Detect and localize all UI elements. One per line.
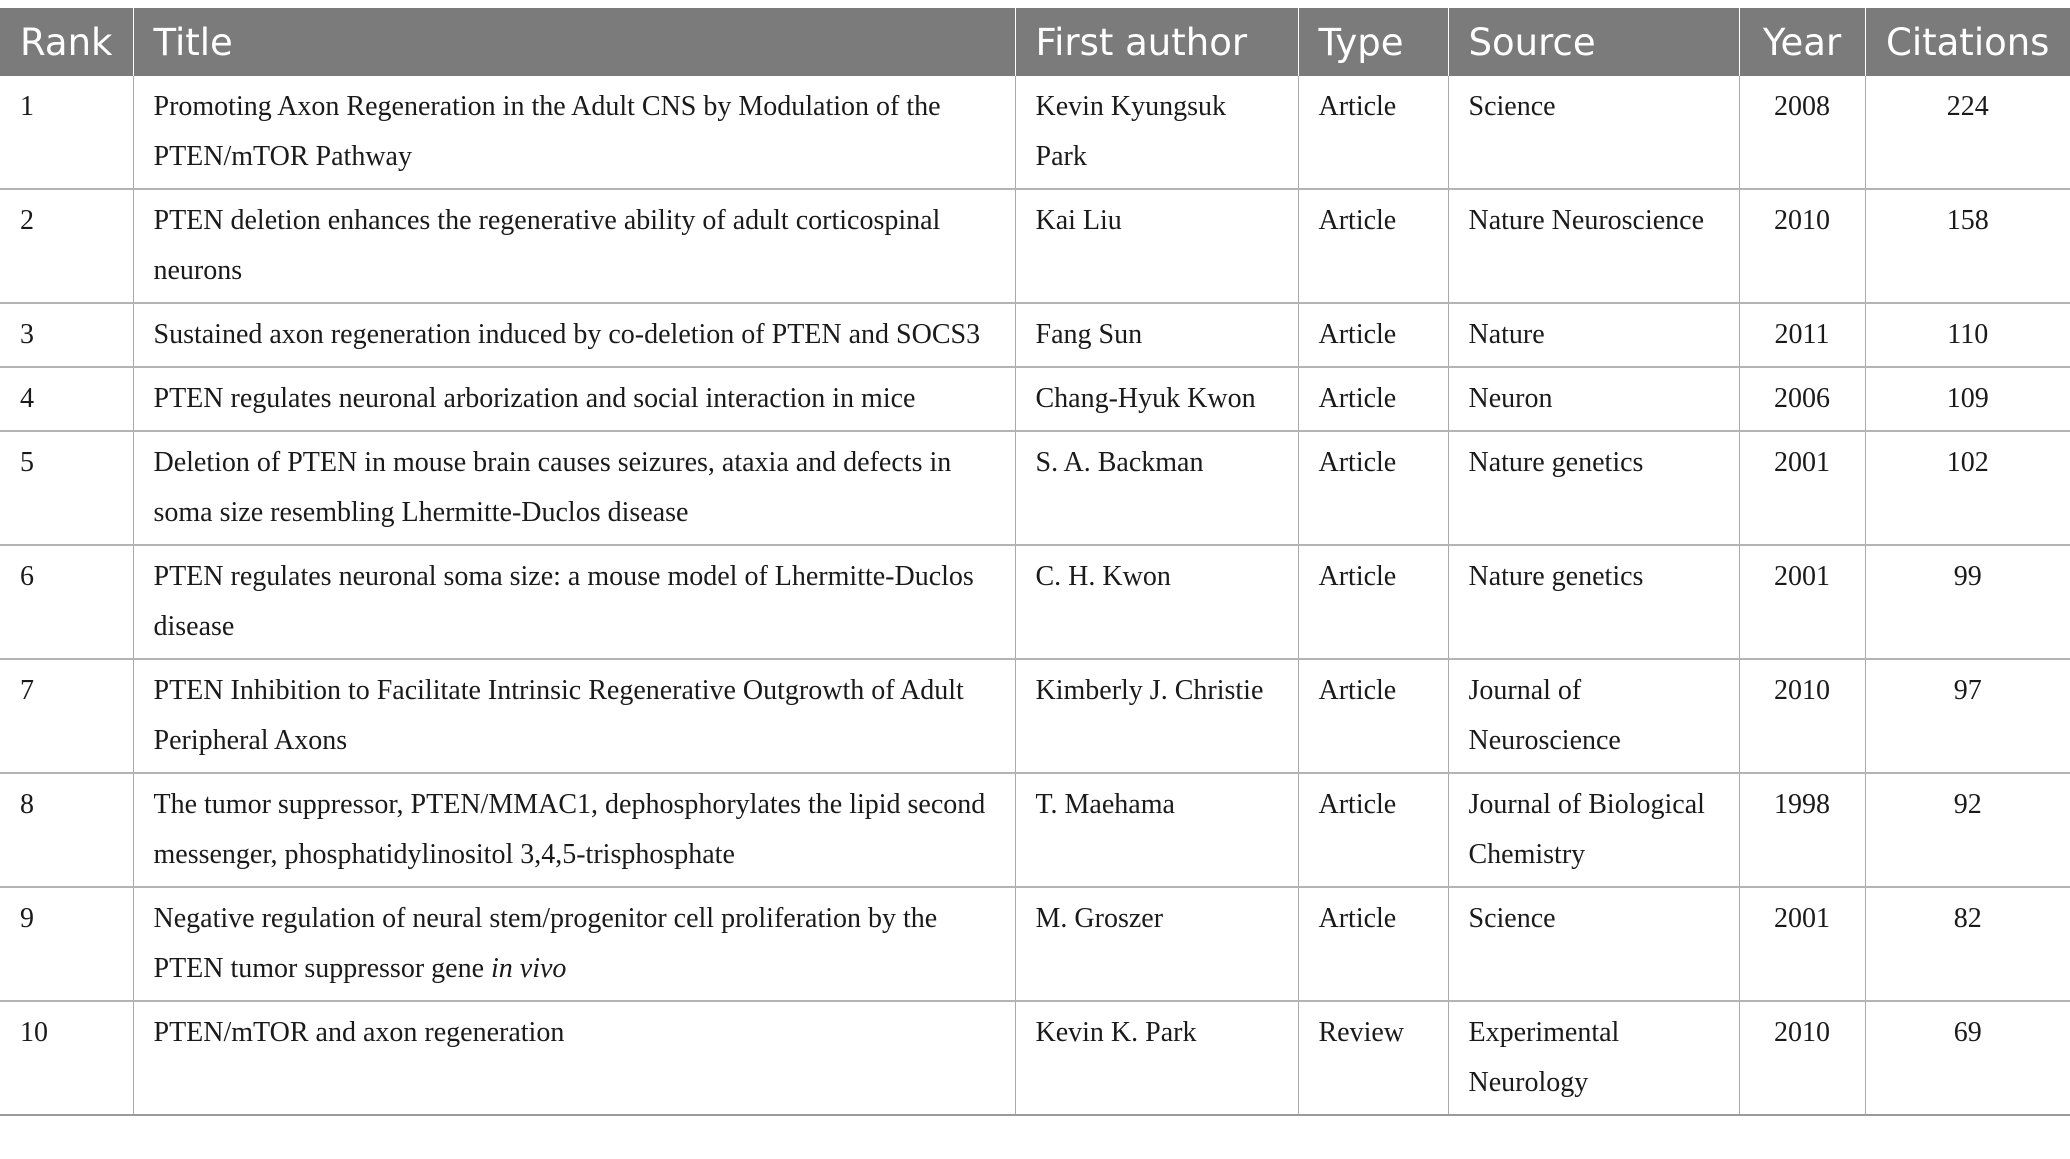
cell-citations: 224 [1865, 76, 2070, 189]
cell-title-italic-text: in vivo [491, 953, 567, 984]
cell-title-text: PTEN deletion enhances the regenerative ability of adult corticospinal neurons [153, 205, 941, 286]
cell-year: 2011 [1739, 303, 1865, 367]
cell-citations: 102 [1865, 431, 2070, 545]
cell-year: 2006 [1739, 367, 1865, 431]
cell-title [133, 545, 1015, 659]
table-row [0, 76, 2070, 189]
cell-citations: 99 [1865, 545, 2070, 659]
cell-rank: 6 [0, 545, 133, 659]
cell-title [133, 1001, 1015, 1115]
cell-title [133, 303, 1015, 367]
cell-citations: 97 [1865, 659, 2070, 773]
cell-year: 2008 [1739, 76, 1865, 189]
cell-citations: 82 [1865, 887, 2070, 1001]
cell-title-text: Sustained axon regeneration induced by co-deletion of PTEN and SOCS3 [153, 319, 981, 350]
cell-type: Article [1298, 887, 1448, 1001]
cell-year: 1998 [1739, 773, 1865, 887]
cell-type: Article [1298, 303, 1448, 367]
cell-year: 2010 [1739, 659, 1865, 773]
cell-citations: 110 [1865, 303, 2070, 367]
cell-first-author: Kimberly J. Christie [1015, 659, 1298, 773]
cell-rank: 3 [0, 303, 133, 367]
cell-type: Review [1298, 1001, 1448, 1115]
cell-type: Article [1298, 76, 1448, 189]
cell-title [133, 773, 1015, 887]
cell-title [133, 431, 1015, 545]
table-row [0, 431, 2070, 545]
cell-year: 2001 [1739, 431, 1865, 545]
cell-source: Nature genetics [1448, 545, 1739, 659]
cell-title [133, 659, 1015, 773]
cell-source: Neuron [1448, 367, 1739, 431]
cell-source: Nature genetics [1448, 431, 1739, 545]
cell-source: Journal of Neuroscience [1448, 659, 1739, 773]
table-header-row [0, 8, 2070, 76]
cell-type: Article [1298, 773, 1448, 887]
cell-source: Experimental Neurology [1448, 1001, 1739, 1115]
cell-title-text: Promoting Axon Regeneration in the Adult CNS by Modulation of the PTEN/mTOR Pathway [153, 91, 941, 172]
cell-first-author: Kai Liu [1015, 189, 1298, 303]
cell-citations: 109 [1865, 367, 2070, 431]
cell-type: Article [1298, 367, 1448, 431]
header-rank: Rank [0, 8, 133, 76]
cell-first-author: S. A. Backman [1015, 431, 1298, 545]
cell-rank: 1 [0, 76, 133, 189]
cell-citations: 158 [1865, 189, 2070, 303]
cell-source: Science [1448, 887, 1739, 1001]
cell-year: 2010 [1739, 1001, 1865, 1115]
cell-source: Science [1448, 76, 1739, 189]
cell-first-author: Fang Sun [1015, 303, 1298, 367]
table-row [0, 189, 2070, 303]
cell-title [133, 887, 1015, 1001]
cell-title-text: PTEN regulates neuronal soma size: a mouse model of Lhermitte-Duclos disease [153, 561, 974, 642]
cell-rank: 10 [0, 1001, 133, 1115]
cell-first-author: Chang-Hyuk Kwon [1015, 367, 1298, 431]
cell-year: 2001 [1739, 545, 1865, 659]
cell-first-author: T. Maehama [1015, 773, 1298, 887]
table-row [0, 887, 2070, 1001]
table-row [0, 659, 2070, 773]
cell-year: 2010 [1739, 189, 1865, 303]
cell-type: Article [1298, 659, 1448, 773]
cell-title [133, 189, 1015, 303]
cell-title-text: PTEN/mTOR and axon regeneration [153, 1017, 565, 1048]
cell-first-author: Kevin Kyungsuk Park [1015, 76, 1298, 189]
cell-rank: 2 [0, 189, 133, 303]
table-row [0, 367, 2070, 431]
cell-source: Journal of Biological Chemistry [1448, 773, 1739, 887]
cell-title [133, 367, 1015, 431]
header-type: Type [1298, 8, 1448, 76]
header-title: Title [133, 8, 1015, 76]
cell-type: Article [1298, 431, 1448, 545]
table-row [0, 303, 2070, 367]
cell-source: Nature Neuroscience [1448, 189, 1739, 303]
cell-title-text: Negative regulation of neural stem/progenitor cell proliferation by the PTEN tumor suppressor gene [153, 903, 938, 984]
cell-rank: 4 [0, 367, 133, 431]
header-year: Year [1739, 8, 1865, 76]
cell-title [133, 76, 1015, 189]
cell-type: Article [1298, 189, 1448, 303]
header-first-author: First author [1015, 8, 1298, 76]
cell-title-text: PTEN Inhibition to Facilitate Intrinsic Regenerative Outgrowth of Adult Peripheral Axons [153, 675, 964, 756]
cell-rank: 8 [0, 773, 133, 887]
table-row [0, 773, 2070, 887]
citations-table-container [0, 8, 2070, 1116]
cell-rank: 5 [0, 431, 133, 545]
cell-citations: 92 [1865, 773, 2070, 887]
cell-rank: 9 [0, 887, 133, 1001]
table-row [0, 545, 2070, 659]
cell-first-author: M. Groszer [1015, 887, 1298, 1001]
cell-title-text: The tumor suppressor, PTEN/MMAC1, dephosphorylates the lipid second messenger, phosphatidylinositol 3,4,5-trisphosphate [153, 789, 986, 870]
header-citations: Citations [1865, 8, 2070, 76]
cell-source: Nature [1448, 303, 1739, 367]
cell-citations: 69 [1865, 1001, 2070, 1115]
cell-first-author: Kevin K. Park [1015, 1001, 1298, 1115]
cell-rank: 7 [0, 659, 133, 773]
cell-first-author: C. H. Kwon [1015, 545, 1298, 659]
header-source: Source [1448, 8, 1739, 76]
cell-title-text: Deletion of PTEN in mouse brain causes seizures, ataxia and defects in soma size resembling Lhermitte-Duclos disease [153, 447, 952, 528]
table-body [0, 76, 2070, 1115]
table-row [0, 1001, 2070, 1115]
cell-year: 2001 [1739, 887, 1865, 1001]
cell-title-text: PTEN regulates neuronal arborization and social interaction in mice [153, 383, 916, 414]
top-cited-papers-table [0, 8, 2070, 1116]
cell-type: Article [1298, 545, 1448, 659]
